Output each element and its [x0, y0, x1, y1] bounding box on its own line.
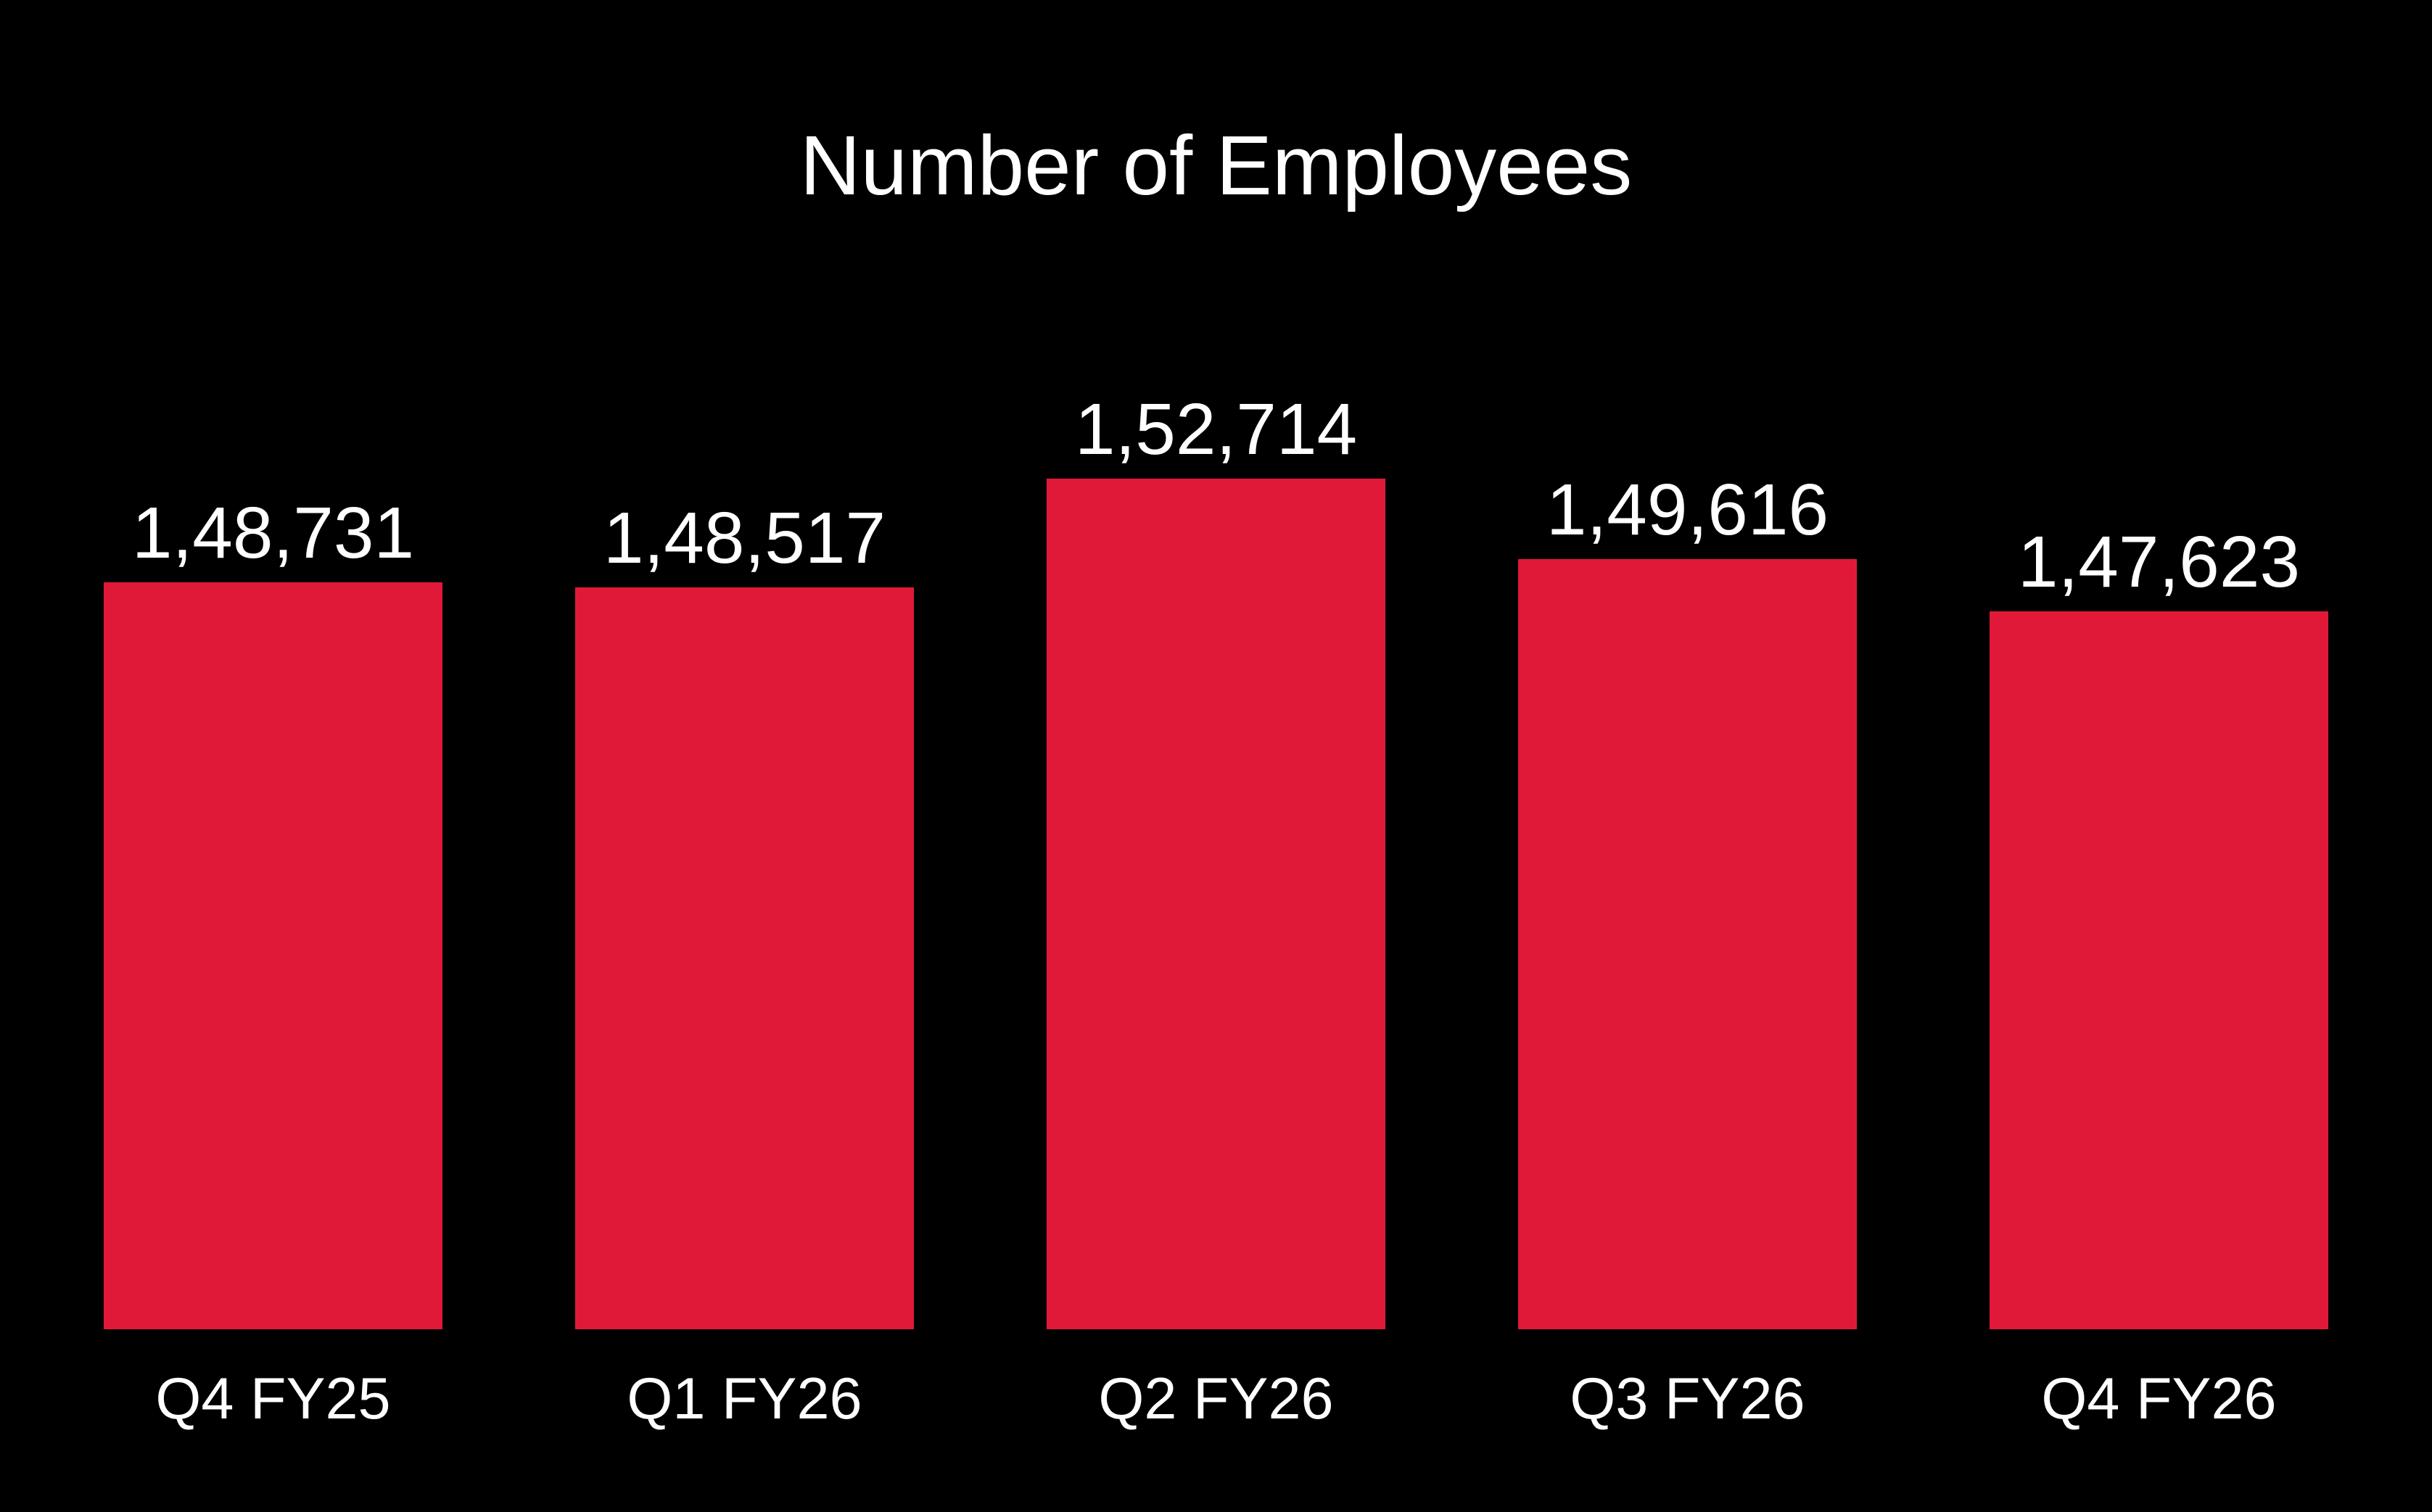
- category-label: Q3 FY26: [1570, 1366, 1805, 1432]
- bar-group-q2-fy26: [1047, 389, 1385, 1432]
- category-label: Q4 FY26: [2041, 1366, 2277, 1432]
- value-label: 1,52,714: [1074, 389, 1358, 470]
- bar-group-q1-fy26: [575, 497, 914, 1432]
- category-label: Q1 FY26: [627, 1366, 862, 1432]
- bar-group-q4-fy25: [104, 492, 442, 1432]
- bar: [104, 582, 442, 1329]
- bar: [1990, 611, 2328, 1329]
- bar: [1047, 479, 1385, 1329]
- bar: [1518, 559, 1857, 1329]
- chart-title: Number of Employees: [799, 118, 1633, 212]
- value-label: 1,47,623: [2017, 521, 2301, 603]
- value-label: 1,49,616: [1546, 469, 1829, 550]
- category-label: Q2 FY26: [1098, 1366, 1334, 1432]
- value-label: 1,48,731: [131, 492, 415, 574]
- category-label: Q4 FY25: [155, 1366, 391, 1432]
- bar-group-q4-fy26: [1990, 521, 2328, 1432]
- bar-group-q3-fy26: [1518, 469, 1857, 1432]
- bar: [575, 587, 914, 1329]
- value-label: 1,48,517: [603, 497, 886, 579]
